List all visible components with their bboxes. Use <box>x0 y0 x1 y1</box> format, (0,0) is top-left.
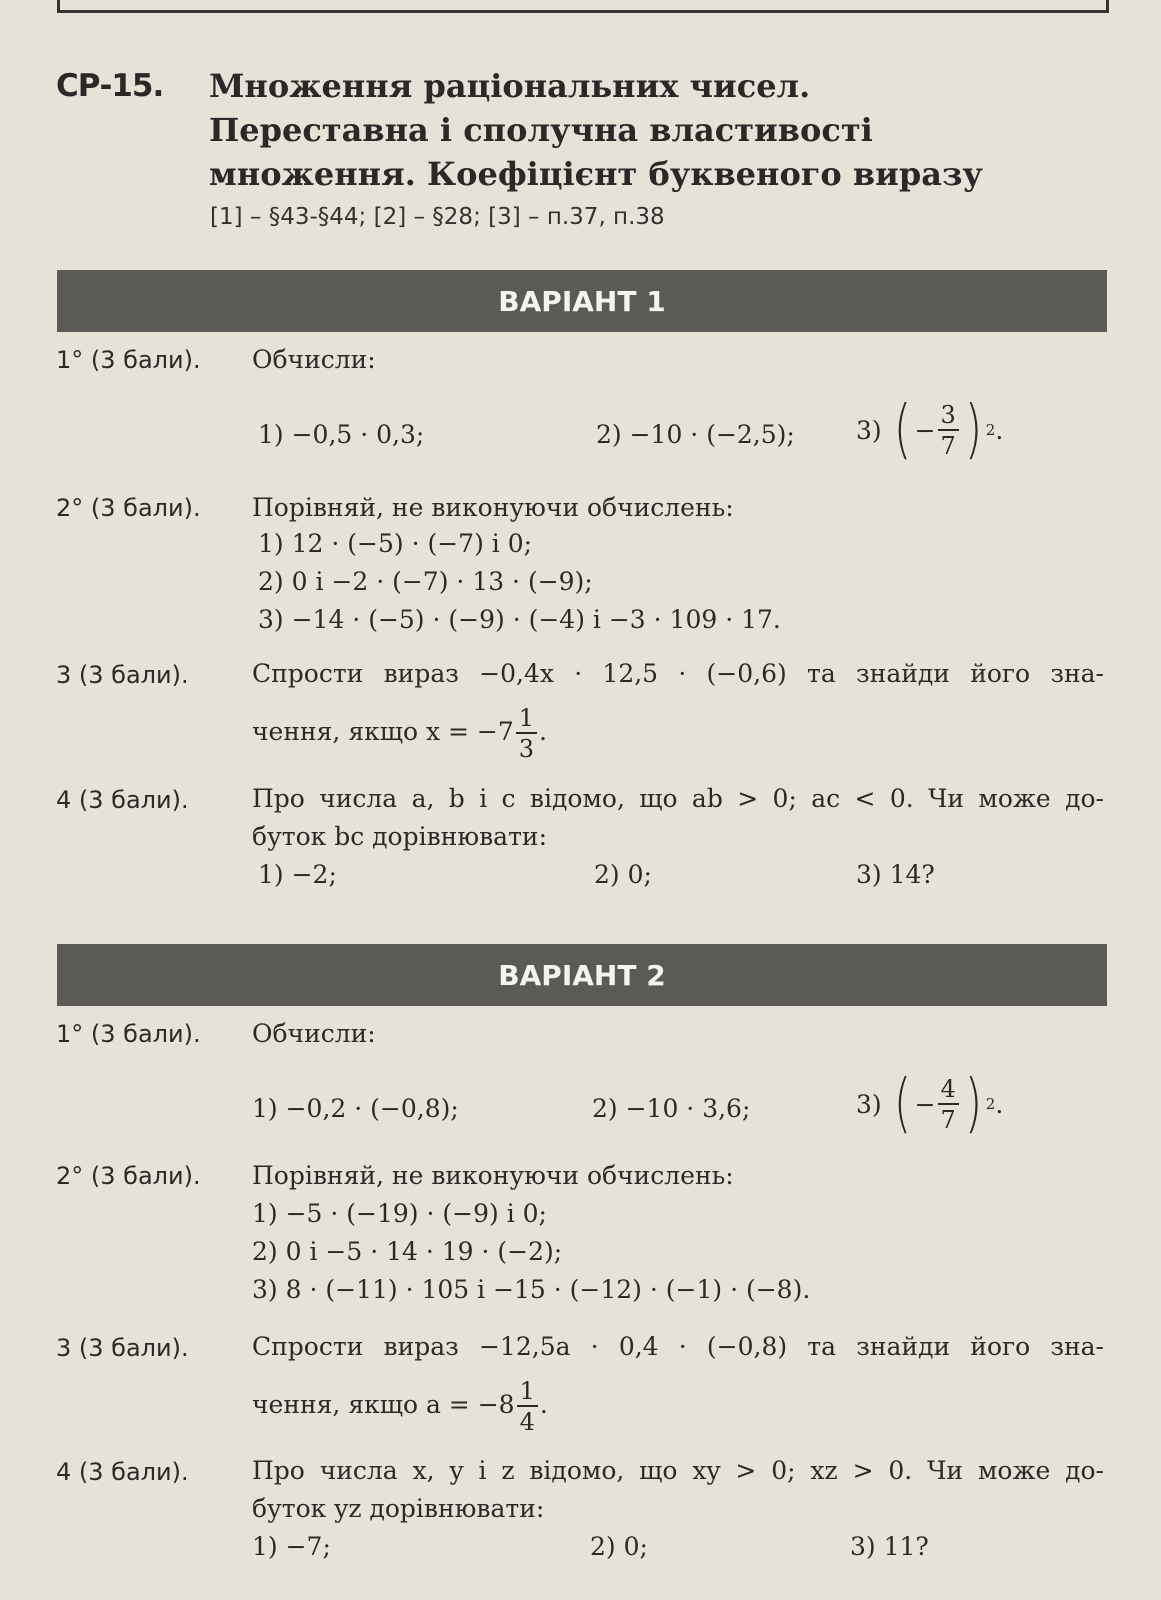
v2-task1-c <box>856 1067 1004 1141</box>
left-paren: ( <box>893 1067 911 1141</box>
v2-task4-line2: буток yz дорівнювати: <box>252 1494 545 1523</box>
v1-task2-item-2: 2) 0 і −2 · (−7) · 13 · (−9); <box>258 567 593 596</box>
v1-task1-a: 1) −0,5 · 0,3; <box>258 420 425 449</box>
v2-task2-item-3: 3) 8 · (−11) · 105 і −15 · (−12) · (−1) · (−8). <box>252 1275 811 1304</box>
v2-task1-c-fraction <box>938 1074 959 1134</box>
v1-task1-b: 2) −10 · (−2,5); <box>596 420 795 449</box>
v1-task3-line1: Спрости вираз −0,4x · 12,5 · (−0,6) та знайди його зна- <box>252 659 1104 688</box>
v1-task3-line2-text: чення, якщо x = −7 <box>252 717 514 746</box>
v1-task4-number: 4 (3 бали). <box>56 786 189 814</box>
v1-task3-end: . <box>539 717 547 746</box>
v2-task3-line1: Спрости вираз −12,5a · 0,4 · (−0,8) та знайди його зна- <box>252 1332 1104 1361</box>
fraction-denominator: 3 <box>518 735 535 763</box>
v1-task4-c: 3) 14? <box>856 860 935 889</box>
v1-task2-item-3: 3) −14 · (−5) · (−9) · (−4) і −3 · 109 · 17. <box>258 605 781 634</box>
v1-task4-a: 1) −2; <box>258 860 337 889</box>
fraction-numerator: 1 <box>516 706 537 734</box>
v1-task1-c-end: . <box>995 415 1004 445</box>
fraction-numerator: 3 <box>938 403 959 431</box>
v1-task3-number: 3 (3 бали). <box>56 661 189 689</box>
v2-task1-c-minus: − <box>914 1089 936 1119</box>
fraction-numerator: 1 <box>517 1379 538 1407</box>
v1-task1-c <box>856 393 1004 467</box>
top-border-rule <box>57 0 1109 13</box>
fraction-denominator: 7 <box>940 1105 956 1134</box>
references: [1] – §43-§44; [2] – §28; [3] – п.37, п.38 <box>210 204 665 230</box>
title-line-2: Переставна і сполучна властивості <box>209 111 873 149</box>
v2-task4-a: 1) −7; <box>252 1532 331 1561</box>
v1-task1-c-fraction <box>938 400 959 460</box>
v2-task3-end: . <box>539 1390 548 1419</box>
variant-2-banner: ВАРІАНТ 2 <box>57 944 1107 1006</box>
v2-task4-c: 3) 11? <box>850 1532 929 1561</box>
v2-task2-number: 2° (3 бали). <box>56 1162 201 1190</box>
right-paren: ) <box>964 1067 983 1141</box>
v1-task1-c-minus: − <box>914 415 936 445</box>
fraction-denominator: 7 <box>940 431 956 460</box>
v2-task4-line1: Про числа x, y і z відомо, що xy > 0; xz > 0. Чи може до- <box>252 1456 1104 1485</box>
v2-task1-c-label: 3) <box>856 1089 882 1119</box>
page-title <box>209 64 1109 196</box>
title-line-3: множення. Коефіцієнт буквеного виразу <box>209 155 983 193</box>
work-code: СР-15. <box>56 68 164 104</box>
v2-task3-fraction <box>517 1379 538 1434</box>
v2-task3-line2-text: чення, якщо a = −8 <box>252 1390 515 1419</box>
v2-task2-item-2: 2) 0 і −5 · 14 · 19 · (−2); <box>252 1237 563 1266</box>
v2-task4-number: 4 (3 бали). <box>56 1458 189 1486</box>
v2-task1-b: 2) −10 · 3,6; <box>592 1094 751 1123</box>
v2-task3-line2 <box>252 1379 548 1434</box>
fraction-denominator: 4 <box>519 1408 535 1436</box>
v1-task3-fraction <box>516 706 537 761</box>
variant-1-banner: ВАРІАНТ 1 <box>57 270 1107 332</box>
v2-task1-number: 1° (3 бали). <box>56 1020 201 1048</box>
v2-task1-text: Обчисли: <box>252 1019 376 1048</box>
left-paren: ( <box>893 393 911 467</box>
v1-task3-line2 <box>252 706 547 761</box>
title-line-1: Множення раціональних чисел. <box>209 67 811 105</box>
v2-task2-text: Порівняй, не виконуючи обчислень: <box>252 1161 734 1190</box>
v2-task1-c-exponent: 2 <box>985 1095 996 1113</box>
v1-task2-number: 2° (3 бали). <box>56 494 201 522</box>
fraction-numerator: 4 <box>938 1077 959 1105</box>
v2-task1-a: 1) −0,2 · (−0,8); <box>252 1094 459 1123</box>
v1-task1-text: Обчисли: <box>252 345 376 374</box>
v1-task1-number: 1° (3 бали). <box>56 346 201 374</box>
v2-task4-b: 2) 0; <box>590 1532 648 1561</box>
v1-task2-item-1: 1) 12 · (−5) · (−7) і 0; <box>258 529 533 558</box>
v1-task1-c-exponent: 2 <box>985 421 996 439</box>
v2-task2-item-1: 1) −5 · (−19) · (−9) і 0; <box>252 1199 547 1228</box>
v1-task4-line1: Про числа a, b і c відомо, що ab > 0; ac < 0. Чи може до- <box>252 784 1104 813</box>
v2-task3-number: 3 (3 бали). <box>56 1334 189 1362</box>
v2-task1-c-end: . <box>995 1089 1004 1119</box>
v1-task1-c-label: 3) <box>856 415 882 445</box>
v1-task2-text: Порівняй, не виконуючи обчислень: <box>252 493 734 522</box>
right-paren: ) <box>964 393 983 467</box>
v1-task4-b: 2) 0; <box>594 860 652 889</box>
v1-task4-line2: буток bc дорівнювати: <box>252 822 548 851</box>
